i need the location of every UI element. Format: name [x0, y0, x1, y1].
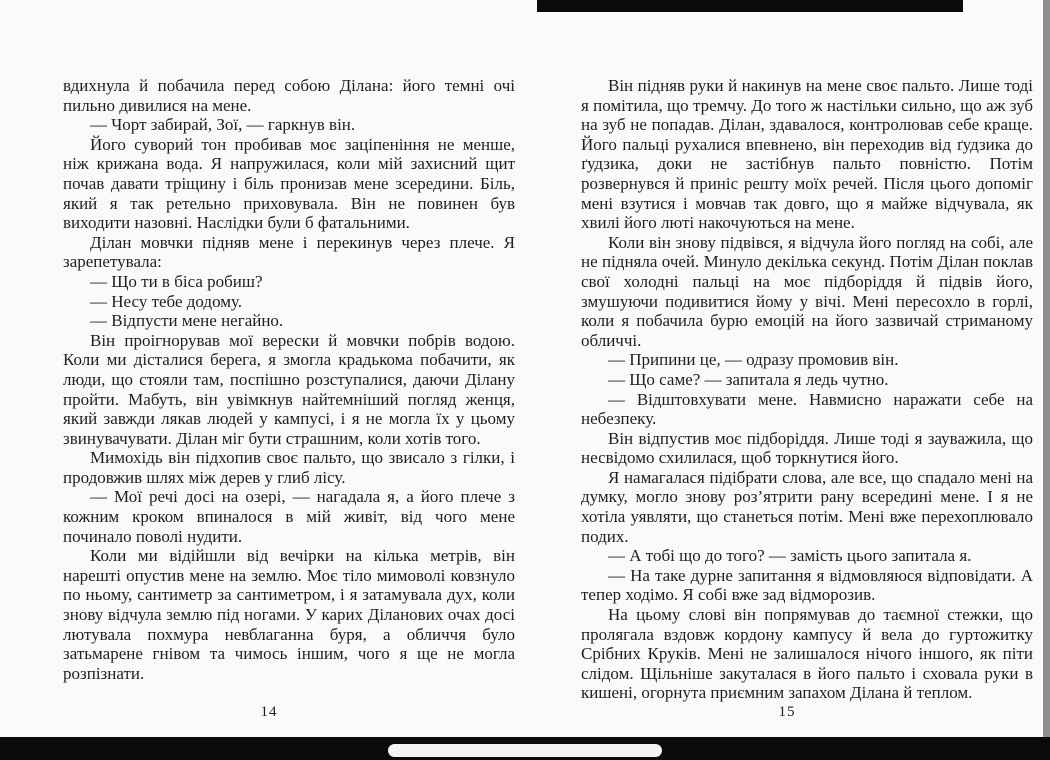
paragraph: Коли він знову підвівся, я відчула його погляд на собі, але не підняла очей. Минуло декілька секунд. Потім Ділан поклав свої холодні пальці на моє підборіддя й підвів його, змушуючи подивитися йому у вічі. Мені пересохло в горлі, коли я побачила бурю емоцій на його зазвичай стриманому обличчі.	[581, 232, 1033, 350]
paragraph: Коли ми відійшли від вечірки на кілька метрів, він нарешті опустив мене на землю. Моє тіло мимоволі ковзнуло по ньому, сантиметр за сантиметром, і я затамувала дух, коли знову відчула землю під ногами. У карих Діланових очах досі лютувала похмура невблаганна буря, а обличчя було затьмарене гнівом та чимось іншим, чого я ще не могла розпізнати.	[63, 546, 515, 683]
page-number-right: 15	[778, 704, 796, 720]
paragraph: — Що саме? — запитала я ледь чутно.	[608, 369, 889, 389]
bottom-system-bar	[0, 737, 1050, 760]
paragraph: — А тобі що до того? — замість цього запитала я.	[608, 546, 972, 566]
home-indicator[interactable]	[388, 744, 662, 757]
paragraph: вдихнула й побачила перед собою Ділана: його темні очі пильно дивилися на мене.	[63, 76, 515, 115]
paragraph: — Відпусти мене негайно.	[90, 311, 284, 331]
paragraph: Його суворий тон пробивав моє заціпеніння не менше, ніж крижана вода. Я напружилася, коли мій захисний щит почав давати тріщину і біль пронизав мене зсередини. Біль, який я так ретельно приховувала. Він не повинен був виходити назовні. Наслідки були б фатальними.	[63, 134, 515, 233]
paragraph: — Чорт забирай, Зої, — гаркнув він.	[90, 115, 356, 135]
page-number-left: 14	[260, 704, 278, 720]
paragraph: Він проігнорував мої верески й мовчки побрів водою. Коли ми дісталися берега, я змогла крадькома побачити, як люди, що стояли там, поспішно розступалися, даючи Ділану пройти. Мабуть, він увімкнув найтемніший погляд женця, який завжди лякав людей у кампусі, і я не могла їх у цьому звинувачувати. Ділан міг бути страшним, коли хотів того.	[63, 330, 515, 448]
paragraph: — Відштовхувати мене. Навмисно наражати себе на небезпеку.	[581, 389, 1033, 429]
scrollbar[interactable]	[1043, 0, 1050, 737]
paragraph: Він відпустив моє підборіддя. Лише тоді я зауважила, що несвідомо схилилася, щоб торкнутися його.	[581, 428, 1033, 468]
paragraph: Я намагалася підібрати слова, але все, що спадало мені на думку, могло знову роз’ятрити рану всередині мене. І я не хотіла уявляти, що станеться потім. Мені вже перехоплювало подих.	[581, 467, 1033, 546]
paragraph: Мимохідь він підхопив своє пальто, що звисало з гілки, і продовжив шлях між дерев у глиб лісу.	[63, 448, 515, 487]
page-right-text[interactable]	[581, 76, 1033, 708]
paragraph: Він підняв руки й накинув на мене своє пальто. Лише тоді я помітила, що тремчу. До того ж настільки сильно, що аж зуб на зуб не попадав. Ділан, здавалося, контролював себе краще. Його пальці рухалися впевнено, він переходив від ґудзика до ґудзика, доки не застібнув пальто повністю. Потім розвернувся й приніс решту моїх речей. Після цього допоміг мені взутися і мовчав так довго, що я майже відчувала, як хвилі його люті накочуються на мене.	[581, 76, 1033, 233]
paragraph: — Мої речі досі на озері, — нагадала я, а його плече з кожним кроком впиналося в мій живіт, від чого мене починало поволі нудити.	[63, 487, 515, 546]
status-bar	[537, 0, 963, 12]
paragraph: — Припини це, — одразу промовив він.	[608, 350, 899, 370]
paragraph: Ділан мовчки підняв мене і перекинув через плече. Я зарепетувала:	[63, 232, 515, 272]
page-left-text[interactable]	[63, 76, 515, 708]
paragraph: — На таке дурне запитання я відмовляюся відповідати. А тепер ходімо. Я собі вже зад відморозив.	[581, 565, 1033, 605]
paragraph: — Що ти в біса робиш?	[90, 271, 263, 291]
paragraph: — Несу тебе додому.	[90, 291, 243, 311]
paragraph: На цьому слові він попрямував до таємної стежки, що пролягала вздовж кордону кампусу й вела до гуртожитку Срібних Круків. Мені не залишалося нічого іншого, як піти слідом. Щільніше закуталася в його пальто і сховала руки в кишені, огорнута приємним запахом Ділана й теплом.	[581, 605, 1033, 703]
